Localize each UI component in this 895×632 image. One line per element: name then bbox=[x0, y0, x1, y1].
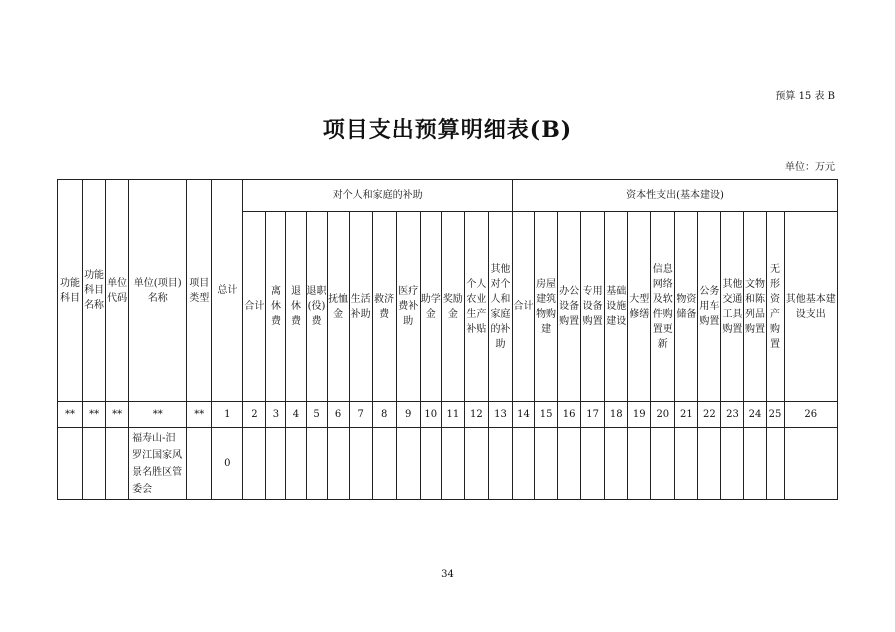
page-title: 项目支出预算明细表(B) bbox=[322, 117, 573, 143]
data-cell bbox=[266, 428, 286, 500]
column-number-cell: 5 bbox=[306, 402, 327, 428]
data-cell bbox=[766, 428, 784, 500]
data-cell bbox=[605, 428, 628, 500]
data-cell bbox=[286, 428, 306, 500]
column-number-cell: 3 bbox=[266, 402, 286, 428]
data-cell bbox=[513, 428, 535, 500]
column-number-cell: 20 bbox=[651, 402, 675, 428]
subheader-cell: 奖励金 bbox=[441, 212, 464, 402]
data-cell bbox=[106, 428, 129, 500]
subheader-cell: 文物和陈列品购置 bbox=[744, 212, 766, 402]
subheader-cell: 助学金 bbox=[420, 212, 441, 402]
data-cell bbox=[396, 428, 420, 500]
column-number-cell: 24 bbox=[744, 402, 766, 428]
column-number-cell: 10 bbox=[420, 402, 441, 428]
data-cell bbox=[581, 428, 605, 500]
subheader-cell: 其他基本建设支出 bbox=[784, 212, 837, 402]
data-cell bbox=[744, 428, 766, 500]
column-number-cell: 23 bbox=[721, 402, 744, 428]
data-cell bbox=[488, 428, 512, 500]
column-number-cell: 22 bbox=[698, 402, 721, 428]
budget-table bbox=[57, 179, 838, 500]
subheader-cell: 物资储备 bbox=[675, 212, 698, 402]
data-cell bbox=[784, 428, 837, 500]
subheader-cell: 退职(役)费 bbox=[306, 212, 327, 402]
column-number-cell: ** bbox=[106, 402, 129, 428]
subheader-cell: 公务用车购置 bbox=[698, 212, 721, 402]
subheader-cell: 个人农业生产补贴 bbox=[464, 212, 488, 402]
subheader-cell: 专用设备购置 bbox=[581, 212, 605, 402]
data-cell bbox=[58, 428, 83, 500]
column-number-cell: ** bbox=[83, 402, 106, 428]
header-cell: 单位代码 bbox=[106, 180, 129, 402]
subheader-cell: 生活补助 bbox=[349, 212, 372, 402]
column-number-cell: 7 bbox=[349, 402, 372, 428]
data-cell bbox=[327, 428, 349, 500]
subheader-cell: 房屋建筑物购建 bbox=[535, 212, 558, 402]
unit-name-cell: 福寿山-汨罗江国家风景名胜区管委会 bbox=[129, 428, 187, 500]
column-number-cell: 26 bbox=[784, 402, 837, 428]
data-cell bbox=[306, 428, 327, 500]
subheader-cell: 无形资产购置 bbox=[766, 212, 784, 402]
subheader-cell: 办公设备购置 bbox=[558, 212, 581, 402]
data-cell bbox=[698, 428, 721, 500]
subheader-cell: 信息网络及软件购置更新 bbox=[651, 212, 675, 402]
subheader-cell: 基础设施建设 bbox=[605, 212, 628, 402]
data-cell bbox=[628, 428, 651, 500]
column-number-cell: ** bbox=[58, 402, 83, 428]
column-number-cell: ** bbox=[187, 402, 212, 428]
data-cell bbox=[349, 428, 372, 500]
column-number-cell: 1 bbox=[212, 402, 243, 428]
subheader-cell: 救济费 bbox=[372, 212, 396, 402]
subheader-cell: 其他交通工具购置 bbox=[721, 212, 744, 402]
column-number-cell: 21 bbox=[675, 402, 698, 428]
header-cell: 总计 bbox=[212, 180, 243, 402]
table-code: 预算 15 表 B bbox=[775, 91, 835, 102]
column-number-cell: 2 bbox=[243, 402, 266, 428]
column-number-cell: 14 bbox=[513, 402, 535, 428]
column-number-cell: 11 bbox=[441, 402, 464, 428]
column-number-cell: 9 bbox=[396, 402, 420, 428]
data-cell bbox=[441, 428, 464, 500]
data-cell bbox=[187, 428, 212, 500]
header-cell: 项目类型 bbox=[187, 180, 212, 402]
subheader-cell: 医疗费补助 bbox=[396, 212, 420, 402]
data-cell bbox=[420, 428, 441, 500]
subheader-cell: 其他对个人和家庭的补助 bbox=[488, 212, 512, 402]
column-number-cell: 4 bbox=[286, 402, 306, 428]
column-number-cell: 12 bbox=[464, 402, 488, 428]
data-cell bbox=[675, 428, 698, 500]
column-number-cell: 8 bbox=[372, 402, 396, 428]
data-cell: 0 bbox=[212, 428, 243, 500]
column-number-cell: 13 bbox=[488, 402, 512, 428]
header-cell: 单位(项目)名称 bbox=[129, 180, 187, 402]
subheader-cell: 合计 bbox=[243, 212, 266, 402]
subheader-cell: 退休费 bbox=[286, 212, 306, 402]
data-cell bbox=[464, 428, 488, 500]
data-cell bbox=[372, 428, 396, 500]
header-cell: 功能科目名称 bbox=[83, 180, 106, 402]
subheader-cell: 抚恤金 bbox=[327, 212, 349, 402]
column-number-cell: 17 bbox=[581, 402, 605, 428]
group-header-personal-subsidy: 对个人和家庭的补助 bbox=[243, 180, 513, 212]
data-cell bbox=[651, 428, 675, 500]
column-number-cell: 16 bbox=[558, 402, 581, 428]
data-cell bbox=[83, 428, 106, 500]
column-number-cell: 25 bbox=[766, 402, 784, 428]
group-header-capital-expenditure: 资本性支出(基本建设) bbox=[513, 180, 838, 212]
page-number: 34 bbox=[441, 569, 454, 580]
subheader-cell: 合计 bbox=[513, 212, 535, 402]
column-number-cell: ** bbox=[129, 402, 187, 428]
column-number-cell: 19 bbox=[628, 402, 651, 428]
subheader-cell: 离休费 bbox=[266, 212, 286, 402]
header-cell: 功能科目 bbox=[58, 180, 83, 402]
data-cell bbox=[243, 428, 266, 500]
column-number-cell: 18 bbox=[605, 402, 628, 428]
data-cell bbox=[558, 428, 581, 500]
column-number-cell: 6 bbox=[327, 402, 349, 428]
data-cell bbox=[535, 428, 558, 500]
column-number-cell: 15 bbox=[535, 402, 558, 428]
unit-label: 单位：万元 bbox=[785, 162, 835, 173]
subheader-cell: 大型修缮 bbox=[628, 212, 651, 402]
data-cell bbox=[721, 428, 744, 500]
